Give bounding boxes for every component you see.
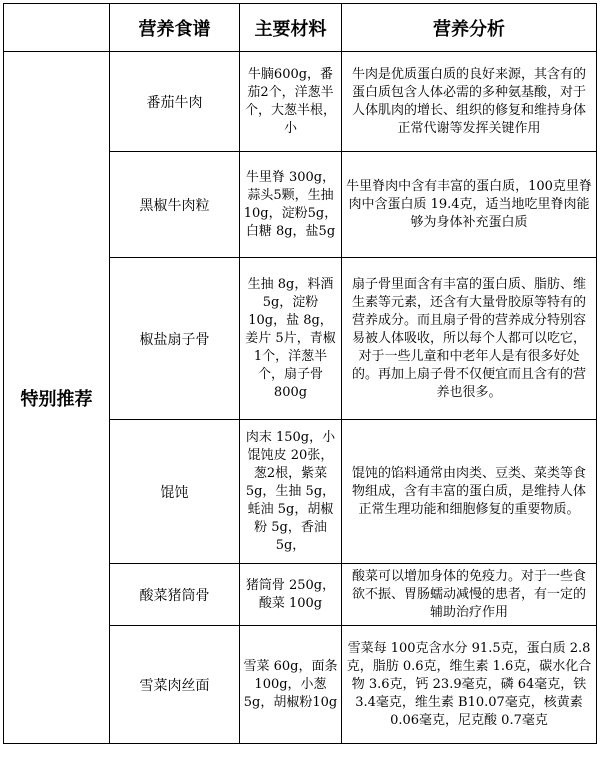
recipe-name: 黑椒牛肉粒	[110, 152, 240, 258]
header-category	[4, 4, 110, 52]
analysis-cell: 扇子骨里面含有丰富的蛋白质、脂肪、维生素等元素，还含有大量骨胶原等特有的营养成分。而且扇子骨的营养成分特别容易被人体吸收，所以每个人都可以吃它，对于一些儿童和中老年人是有很多好处的。再加上扇子骨不仅便宜而且含有的营养也很多。	[342, 258, 597, 420]
header-recipe: 营养食谱	[110, 4, 240, 52]
header-materials: 主要材料	[240, 4, 342, 52]
materials-cell: 牛腩600g，番茄2个，洋葱半个，大葱半根，小	[240, 52, 342, 152]
analysis-cell: 雪菜每 100克含水分 91.5克，蛋白质 2.8克，脂肪 0.6克，维生素 1.6克，碳水化合物 3.6克，钙 23.9毫克，磷 64毫克，铁 3.4毫克，维生素 B10.07毫克，核黄素 0.06毫克，尼克酸 0.7毫克	[342, 626, 597, 744]
materials-cell: 猪筒骨 250g，酸菜 100g	[240, 564, 342, 626]
recipe-name: 番茄牛肉	[110, 52, 240, 152]
materials-cell: 肉末 150g，小馄饨皮 20张，葱2根，紫菜5g，生抽 5g，蚝油 5g，胡椒粉 5g，香油5g，	[240, 420, 342, 564]
recipe-name: 雪菜肉丝面	[110, 626, 240, 744]
materials-cell: 雪菜 60g，面条 100g，小葱5g，胡椒粉10g	[240, 626, 342, 744]
analysis-cell: 酸菜可以增加身体的免疫力。对于一些食欲不振、胃肠蠕动减慢的患者，有一定的辅助治疗作用	[342, 564, 597, 626]
header-analysis: 营养分析	[342, 4, 597, 52]
category-cell: 特别推荐	[4, 52, 110, 744]
materials-cell: 生抽 8g，料酒5g，淀粉 10g，盐 8g，姜片 5片，青椒 1个，洋葱半个，扇子骨 800g	[240, 258, 342, 420]
recipe-name: 馄饨	[110, 420, 240, 564]
materials-cell: 牛里脊 300g，蒜头5颗，生抽 10g，淀粉5g，白糖 8g，盐5g	[240, 152, 342, 258]
analysis-cell: 牛里脊肉中含有丰富的蛋白质，100克里脊肉中含蛋白质 19.4克，适当地吃里脊肉能够为身体补充蛋白质	[342, 152, 597, 258]
analysis-cell: 牛肉是优质蛋白质的良好来源，其含有的蛋白质包含人体必需的多种氨基酸，对于人体肌肉的增长、组织的修复和维持身体正常代谢等发挥关键作用	[342, 52, 597, 152]
table-row	[4, 52, 597, 152]
recipe-table	[3, 3, 597, 744]
recipe-name: 椒盐扇子骨	[110, 258, 240, 420]
recipe-name: 酸菜猪筒骨	[110, 564, 240, 626]
header-row	[4, 4, 597, 52]
analysis-cell: 馄饨的馅料通常由肉类、豆类、菜类等食物组成，含有丰富的蛋白质，是维持人体正常生理功能和细胞修复的重要物质。	[342, 420, 597, 564]
